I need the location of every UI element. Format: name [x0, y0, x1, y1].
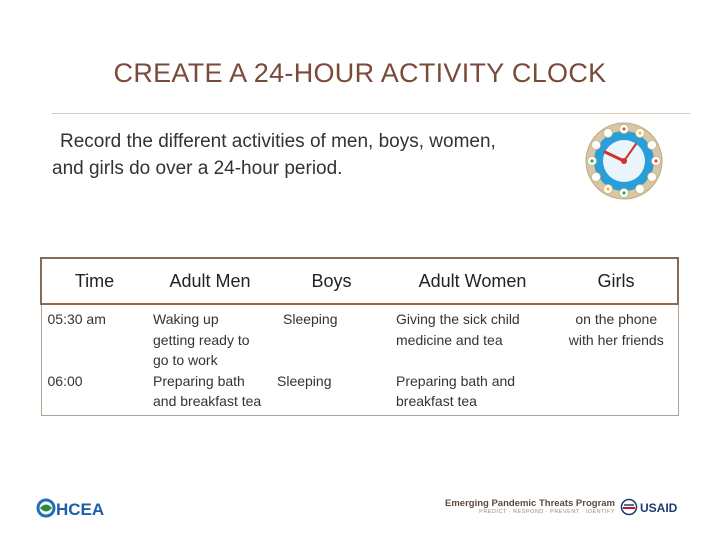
cell-line: on the phone [575, 311, 658, 327]
table-header-row [41, 258, 678, 304]
page-title: CREATE A 24-HOUR ACTIVITY CLOCK [113, 58, 607, 88]
ohcea-logo-text: HCEA [56, 500, 105, 519]
activity-clock-icon [584, 121, 664, 201]
cell-adult-men [147, 371, 273, 416]
col-header-adult-men: Adult Men [147, 258, 273, 304]
cell-boys: Sleeping [283, 311, 338, 327]
cell-line: Preparing bath and [396, 372, 516, 389]
instructions-line-2: and girls do over a 24-hour period. [52, 158, 343, 179]
program-name: Emerging Pandemic Threats Program [445, 498, 615, 509]
cell-line: medicine and tea [396, 331, 503, 348]
col-header-boys: Boys [273, 258, 390, 304]
activity-table [40, 257, 679, 416]
col-header-time: Time [41, 258, 147, 304]
ohcea-logo [36, 497, 126, 519]
instructions [52, 128, 572, 182]
usaid-logo [620, 498, 678, 516]
cell-girls [555, 304, 678, 371]
col-header-girls: Girls [555, 258, 678, 304]
cell-line: breakfast tea [396, 393, 477, 409]
cell-line: Giving the sick child [396, 311, 520, 327]
title-divider [52, 113, 690, 114]
table-row [41, 371, 678, 416]
cell-line: getting ready to [153, 331, 250, 348]
program-banner [415, 498, 615, 515]
cell-adult-women [390, 371, 555, 416]
cell-boys: Sleeping [273, 371, 390, 416]
cell-adult-women [390, 304, 555, 371]
cell-line: Preparing bath [153, 372, 245, 389]
cell-line: and breakfast tea [153, 393, 262, 409]
cell-girls [555, 371, 678, 416]
table-row [41, 304, 678, 371]
cell-time: 06:00 [41, 371, 147, 416]
program-tagline: PREDICT · RESPOND · PREVENT · IDENTIFY [479, 509, 615, 515]
usaid-logo-text: USAID [640, 501, 678, 515]
instructions-line-1: Record the different activities of men, boys, women, [60, 131, 496, 152]
cell-adult-men [147, 304, 273, 371]
cell-line: go to work [153, 352, 218, 368]
col-header-adult-women: Adult Women [390, 258, 555, 304]
cell-time: 05:30 am [41, 304, 147, 371]
cell-line: Waking up [153, 311, 219, 327]
cell-line: with her friends [568, 331, 664, 348]
